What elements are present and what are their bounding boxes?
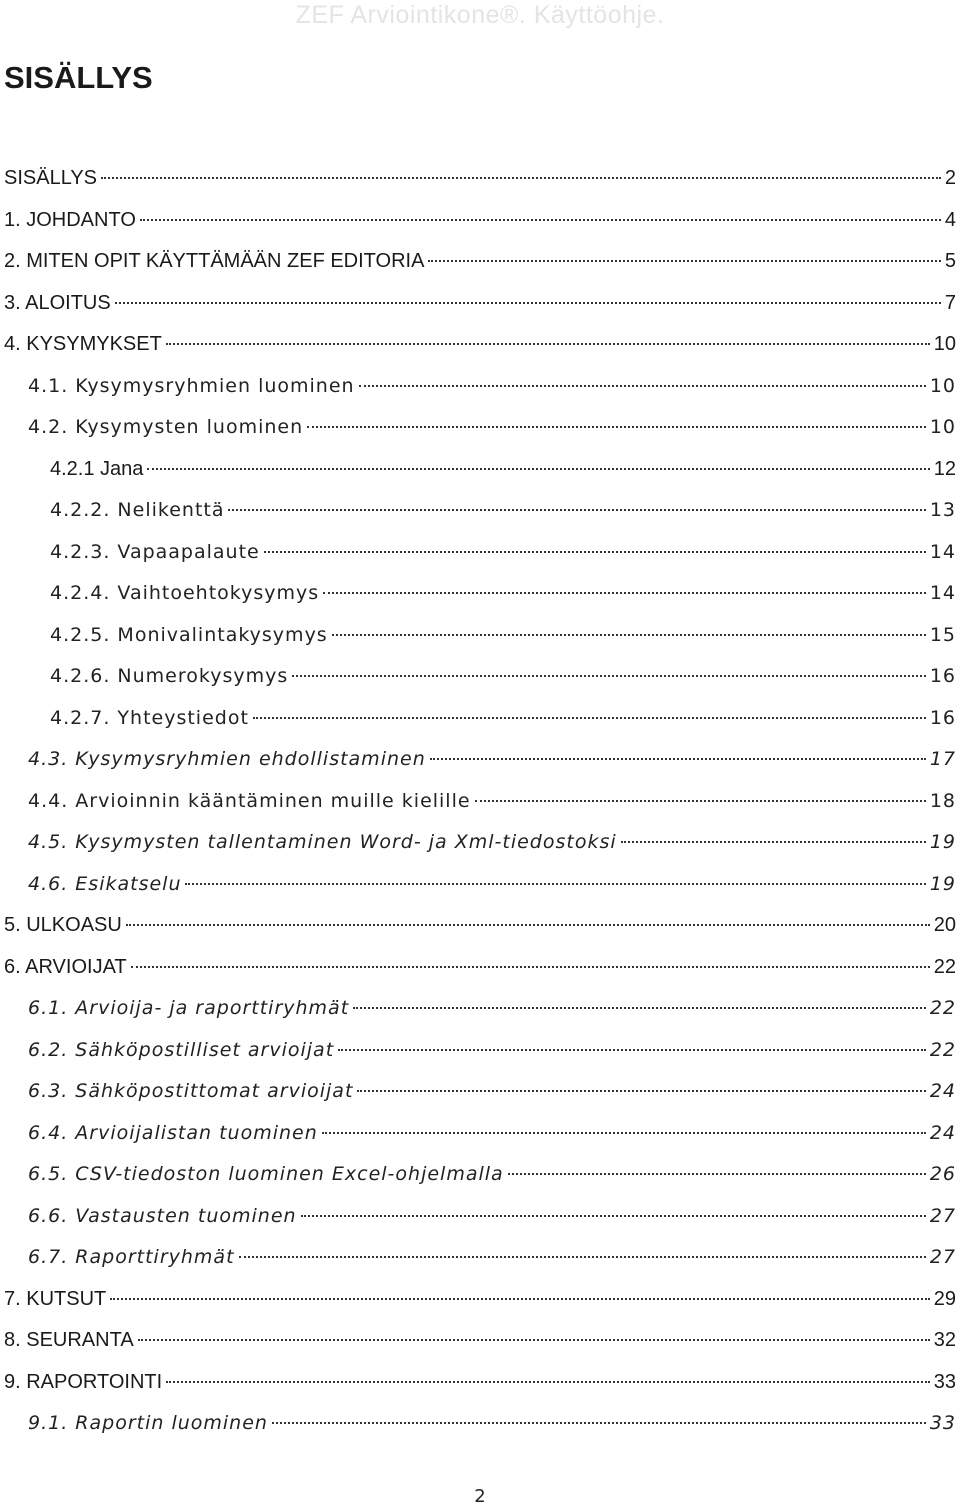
toc-row xyxy=(4,905,956,947)
toc-entry-page: 27 xyxy=(929,1246,956,1268)
toc-entry[interactable] xyxy=(0,905,960,947)
dot-leader xyxy=(147,468,929,470)
toc-row xyxy=(28,1113,956,1155)
toc-entry-label: 8. SEURANTA xyxy=(4,1320,136,1362)
toc-entry-page: 14 xyxy=(929,540,956,563)
toc-entry-label: 5. ULKOASU xyxy=(4,905,124,947)
toc-entry[interactable] xyxy=(0,988,960,1030)
toc-row xyxy=(28,1403,956,1445)
toc-entry-label: 6.2. Sähköpostilliset arvioijat xyxy=(28,1030,336,1072)
toc-entry-label: 7. KUTSUT xyxy=(4,1279,108,1321)
toc-row xyxy=(4,283,956,325)
toc-entry[interactable] xyxy=(0,532,960,574)
dot-leader xyxy=(301,1215,926,1217)
toc-row xyxy=(50,615,956,657)
dot-leader xyxy=(292,675,926,677)
dot-leader xyxy=(166,343,930,345)
toc-entry-label: 6.7. Raporttiryhmät xyxy=(28,1237,237,1279)
toc-entry[interactable] xyxy=(0,1196,960,1238)
toc-row xyxy=(28,407,956,449)
dot-leader xyxy=(359,385,926,387)
toc-entry-label: 4.5. Kysymysten tallentaminen Word- ja Xml-tiedostoksi xyxy=(28,822,619,864)
dot-leader xyxy=(239,1256,926,1258)
dot-leader xyxy=(332,634,926,636)
toc-entry-label: SISÄLLYS xyxy=(4,158,99,200)
toc-entry-page: 18 xyxy=(929,789,956,812)
toc-entry-label: 6.4. Arvioijalistan tuominen xyxy=(28,1113,320,1155)
toc-entry-page: 27 xyxy=(929,1204,956,1227)
toc-entry-label: 3. ALOITUS xyxy=(4,283,113,325)
toc-entry[interactable] xyxy=(0,1362,960,1404)
toc-entry-label: 4.4. Arvioinnin kääntäminen muille kielille xyxy=(28,781,473,823)
dot-leader xyxy=(253,717,926,719)
toc-entry-page: 17 xyxy=(929,748,956,770)
toc-entry[interactable] xyxy=(0,822,960,864)
toc-row xyxy=(50,490,956,532)
document-header: ZEF Arviointikone®. Käyttöohje. xyxy=(295,1,665,29)
dot-leader xyxy=(475,800,926,802)
toc-entry[interactable] xyxy=(0,1403,960,1445)
toc-entry-page: 13 xyxy=(929,499,956,521)
toc-entry[interactable] xyxy=(0,283,960,325)
toc-row xyxy=(28,864,956,906)
toc-row xyxy=(28,739,956,781)
toc-entry-page: 19 xyxy=(929,872,956,895)
toc-entry[interactable] xyxy=(0,158,960,200)
toc-row xyxy=(4,158,956,200)
toc-entry[interactable] xyxy=(0,1154,960,1196)
toc-entry-page: 29 xyxy=(933,1287,956,1310)
toc-entry-label: 4.2.2. Nelikenttä xyxy=(50,490,226,532)
toc-entry-page: 10 xyxy=(929,416,956,438)
dot-leader xyxy=(228,509,925,511)
toc-entry-label: 4.3. Kysymysryhmien ehdollistaminen xyxy=(28,739,428,781)
toc-entry-page: 24 xyxy=(929,1121,956,1144)
toc-entry-page: 16 xyxy=(929,665,956,687)
toc-row xyxy=(28,781,956,823)
toc-row xyxy=(4,1279,956,1321)
toc-entry[interactable] xyxy=(0,324,960,366)
toc-entry-page: 5 xyxy=(944,250,956,272)
toc-entry[interactable] xyxy=(0,1320,960,1362)
toc-entry-page: 19 xyxy=(929,831,956,853)
toc-entry[interactable] xyxy=(0,366,960,408)
toc-row xyxy=(28,1071,956,1113)
toc-entry-label: 4.2.3. Vapaapalaute xyxy=(50,532,262,574)
toc-entry-label: 9. RAPORTOINTI xyxy=(4,1362,164,1404)
toc-entry-label: 4.6. Esikatselu xyxy=(28,864,183,906)
toc-entry-label: 6.1. Arvioija- ja raporttiryhmät xyxy=(28,988,351,1030)
toc-entry-page: 22 xyxy=(929,997,956,1019)
toc-entry[interactable] xyxy=(0,615,960,657)
toc-entry-page: 14 xyxy=(929,582,956,604)
dot-leader xyxy=(185,883,925,885)
toc-row xyxy=(28,822,956,864)
toc-row xyxy=(28,988,956,1030)
page-title: SISÄLLYS xyxy=(4,60,153,95)
toc-entry[interactable] xyxy=(0,573,960,615)
toc-entry-page: 15 xyxy=(929,623,956,646)
toc-entry[interactable] xyxy=(0,1279,960,1321)
dot-leader xyxy=(357,1090,925,1092)
toc-entry-label: 4.2. Kysymysten luominen xyxy=(28,407,305,449)
toc-entry[interactable] xyxy=(0,241,960,283)
toc-entry-page: 24 xyxy=(929,1080,956,1102)
dot-leader xyxy=(338,1049,926,1051)
toc-row xyxy=(4,1362,956,1404)
toc-entry[interactable] xyxy=(0,1113,960,1155)
toc-row xyxy=(50,573,956,615)
dot-leader xyxy=(322,1132,926,1134)
toc-row xyxy=(28,1030,956,1072)
toc-entry[interactable] xyxy=(0,864,960,906)
toc-entry-page: 10 xyxy=(933,333,956,355)
toc-entry-page: 22 xyxy=(929,1038,956,1061)
toc-entry-label: 6. ARVIOIJAT xyxy=(4,947,129,989)
toc-row xyxy=(4,1320,956,1362)
toc-entry-label: 4. KYSYMYKSET xyxy=(4,324,164,366)
toc-entry-label: 6.6. Vastausten tuominen xyxy=(28,1196,299,1238)
dot-leader xyxy=(323,592,926,594)
toc-entry-page: 22 xyxy=(933,955,956,978)
dot-leader xyxy=(621,841,926,843)
toc-row xyxy=(28,366,956,408)
dot-leader xyxy=(138,1339,930,1341)
toc-entry-page: 26 xyxy=(929,1163,956,1185)
toc-entry[interactable] xyxy=(0,947,960,989)
toc-row xyxy=(50,532,956,574)
dot-leader xyxy=(307,426,926,428)
dot-leader xyxy=(430,758,926,760)
toc-entry[interactable] xyxy=(0,407,960,449)
toc-row xyxy=(28,1154,956,1196)
toc-entry-page: 2 xyxy=(944,167,956,189)
toc-entry-page: 33 xyxy=(929,1412,956,1434)
toc-entry[interactable] xyxy=(0,449,960,491)
dot-leader xyxy=(110,1298,930,1300)
table-of-contents xyxy=(0,158,960,1445)
dot-leader xyxy=(131,966,930,968)
toc-entry-page: 10 xyxy=(929,374,956,397)
toc-row xyxy=(28,1237,956,1279)
dot-leader xyxy=(101,177,941,179)
toc-row xyxy=(50,449,956,491)
toc-row xyxy=(4,241,956,283)
toc-entry-label: 6.5. CSV-tiedoston luominen Excel-ohjelmalla xyxy=(28,1154,506,1196)
toc-entry-label: 4.2.4. Vaihtoehtokysymys xyxy=(50,573,321,615)
toc-entry[interactable] xyxy=(0,1237,960,1279)
toc-entry-page: 12 xyxy=(933,457,956,480)
toc-entry-page: 33 xyxy=(933,1370,956,1393)
toc-entry[interactable] xyxy=(0,200,960,242)
page-number: 2 xyxy=(474,1486,486,1507)
dot-leader xyxy=(353,1007,926,1009)
toc-entry[interactable] xyxy=(0,1071,960,1113)
dot-leader xyxy=(508,1173,926,1175)
dot-leader xyxy=(115,302,941,304)
toc-entry-label: 4.1. Kysymysryhmien luominen xyxy=(28,366,357,408)
toc-entry-label: 4.2.6. Numerokysymys xyxy=(50,656,290,698)
toc-entry-label: 4.2.1 Jana xyxy=(50,449,145,491)
toc-entry-page: 16 xyxy=(929,706,956,729)
toc-row xyxy=(4,324,956,366)
toc-entry-label: 9.1. Raportin luominen xyxy=(28,1403,270,1445)
toc-entry-label: 4.2.7. Yhteystiedot xyxy=(50,698,251,740)
toc-row xyxy=(50,656,956,698)
toc-row xyxy=(50,698,956,740)
dot-leader xyxy=(166,1381,930,1383)
toc-entry-label: 6.3. Sähköpostittomat arvioijat xyxy=(28,1071,355,1113)
dot-leader xyxy=(140,219,941,221)
toc-entry-page: 32 xyxy=(933,1329,956,1351)
dot-leader xyxy=(428,260,940,262)
toc-entry-page: 4 xyxy=(944,208,956,231)
toc-entry[interactable] xyxy=(0,781,960,823)
dot-leader xyxy=(272,1422,926,1424)
toc-entry-page: 20 xyxy=(933,914,956,936)
toc-entry[interactable] xyxy=(0,1030,960,1072)
toc-row xyxy=(4,947,956,989)
toc-row xyxy=(4,200,956,242)
toc-entry-page: 7 xyxy=(944,291,956,314)
toc-entry-label: 1. JOHDANTO xyxy=(4,200,138,242)
dot-leader xyxy=(264,551,926,553)
toc-entry-label: 4.2.5. Monivalintakysymys xyxy=(50,615,330,657)
dot-leader xyxy=(126,924,930,926)
toc-entry[interactable] xyxy=(0,698,960,740)
toc-row xyxy=(28,1196,956,1238)
toc-entry[interactable] xyxy=(0,739,960,781)
toc-entry-label: 2. MITEN OPIT KÄYTTÄMÄÄN ZEF EDITORIA xyxy=(4,241,426,283)
toc-entry[interactable] xyxy=(0,490,960,532)
toc-entry[interactable] xyxy=(0,656,960,698)
